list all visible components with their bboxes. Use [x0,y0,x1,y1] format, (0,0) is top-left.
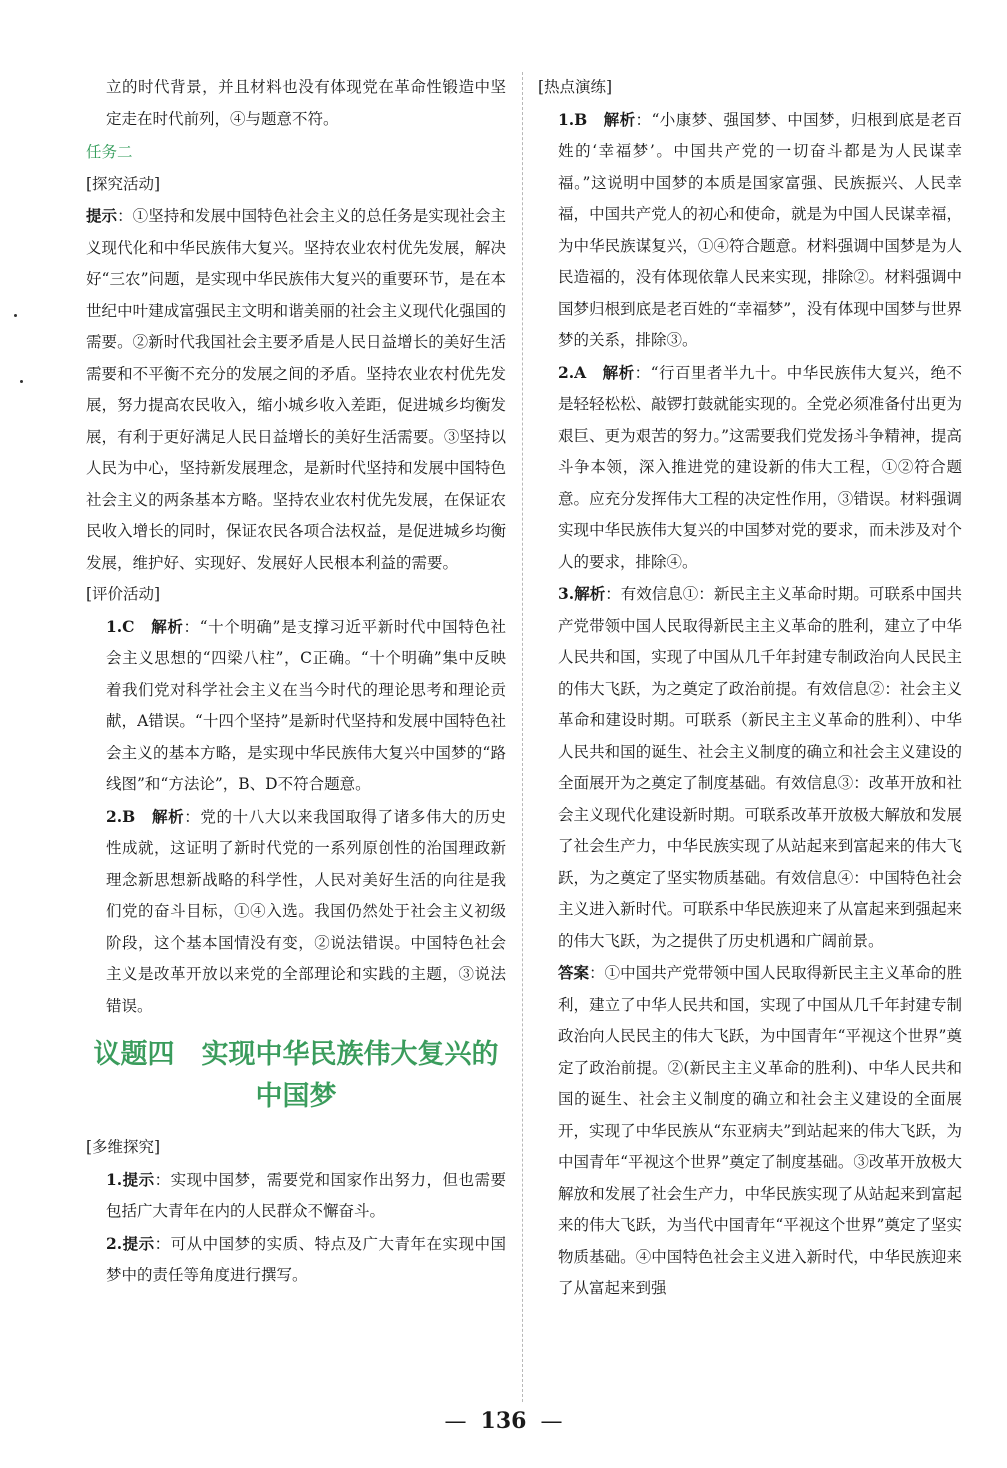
eval-item-1 [86,611,506,801]
section-header-hot: [热点演练] [538,78,613,96]
page-footer [0,1408,1007,1434]
analysis-label: 解析 [603,109,636,129]
topic-title-line-2: 中国梦 [255,1081,337,1112]
task-heading: 任务二 [86,143,133,161]
multi-item-1 [86,1164,506,1228]
hint-label: 提示 [86,206,118,225]
hint-text: ：可从中国梦的实质、特点及广大青年在实现中国梦中的责任等角度进行撰写。 [106,1234,506,1284]
topic-title-line-1: 议题四 实现中华民族伟大复兴的 [93,1039,499,1070]
item-number: 1.C [106,616,135,636]
hot-item-2 [538,357,962,579]
item-number: 1.B [558,109,588,129]
item-number: 1. [106,1169,123,1189]
item-number: 2.A [558,362,587,382]
hot-item-3 [538,578,962,957]
answer-label: 答案 [558,963,590,982]
footer-dash-left: — [444,1409,467,1434]
column-divider [522,72,523,1402]
hint-label: 提示 [122,1233,155,1253]
scan-mark [20,380,23,383]
analysis-label: 解析 [574,584,606,603]
scan-mark [14,314,17,317]
analysis-text: ：党的十八大以来我国取得了诸多伟大的历史性成就，这证明了新时代党的一系列原创性的治国理政新理念新思想新战略的科学性，人民对美好生活的向往是我们党的奋斗目标，①④入选。我国仍然处于社会主义初级阶段，这个基本国情没有变，②说法错误。中国特色社会主义是改革开放以来党的全部理论和实践的主题，③说法错误。 [106,807,506,1015]
right-column [538,72,962,1305]
multi-item-2 [86,1228,506,1292]
analysis-label: 解析 [602,362,635,382]
eval-item-2 [86,801,506,1023]
analysis-text: ：“行百里者半九十。中华民族伟大复兴，绝不是轻轻松松、敲锣打鼓就能实现的。全党必须准备付出更为艰巨、更为艰苦的努力。”这需要我们党发扬斗争精神，提高斗争本领，深入推进党的建设新的伟大工程，①②符合题意。应充分发挥伟大工程的决定性作用，③错误。材料强调实现中华民族伟大复兴的中国梦对党的要求，而未涉及对个人的要求，排除④。 [558,363,962,571]
section-header-multi: [多维探究] [86,1138,161,1156]
footer-dash-right: — [540,1409,563,1434]
answer-block [538,957,962,1305]
item-number: 2. [106,1233,123,1253]
explore-hint [86,200,506,579]
hint-text: ：实现中国梦，需要党和国家作出努力，但也需要包括广大青年在内的人民群众不懈奋斗。 [106,1170,506,1220]
analysis-text: ：“小康梦、强国梦、中国梦，归根到底是老百姓的‘幸福梦’。中国共产党的一切奋斗都是为人民谋幸福。”这说明中国梦的本质是国家富强、民族振兴、人民幸福，中国共产党人的初心和使命，就是为中国人民谋幸福，为中华民族谋复兴，①④符合题意。材料强调中国梦是为人民造福的，没有体现依靠人民来实现，排除②。材料强调中国梦归根到底是老百姓的“幸福梦”，没有体现中国梦与世界梦的关系，排除③。 [558,110,962,349]
hint-text: ：①坚持和发展中国特色社会主义的总任务是实现社会主义现代化和中华民族伟大复兴。坚持农业农村优先发展，解决好“三农”问题，是实现中华民族伟大复兴的重要环节，是在本世纪中叶建成富强民主文明和谐美丽的社会主义现代化强国的需要。②新时代我国社会主要矛盾是人民日益增长的美好生活需要和不平衡不充分的发展之间的矛盾。坚持农业农村优先发展，努力提高农民收入，缩小城乡收入差距，促进城乡均衡发展，有利于更好满足人民日益增长的美好生活需要。③坚持以人民为中心，坚持新发展理念，是新时代坚持和发展中国特色社会主义的两条基本方略。坚持农业农村优先发展，在保证农民收入增长的同时，保证农民各项合法权益，是促进城乡均衡发展，维护好、实现好、发展好人民根本利益的需要。 [86,207,506,572]
hint-label: 提示 [122,1169,155,1189]
section-header-explore: [探究活动] [86,174,161,193]
paragraph-continued: 立的时代背景，并且材料也没有体现党在革命性锻造中坚定走在时代前列，④与题意不符。 [106,78,506,128]
topic-title [86,1034,506,1118]
page-number: 136 [480,1408,527,1434]
analysis-label: 解析 [152,806,185,826]
left-column [86,72,506,1292]
section-header-eval: [评价活动] [86,585,161,603]
item-number: 2.B [106,806,136,826]
analysis-text: ：“十个明确”是支撑习近平新时代中国特色社会主义思想的“四梁八柱”，C正确。“十个明确”集中反映着我们党对科学社会主义在当今时代的理论思考和理论贡献，A错误。“十四个坚持”是新时代坚持和发展中国特色社会主义的基本方略，是实现中华民族伟大复兴中国梦的“路线图”和“方法论”，B、D不符合题意。 [106,617,506,793]
hot-item-1 [538,104,962,357]
analysis-text: ：有效信息①：新民主主义革命时期。可联系中国共产党带领中国人民取得新民主主义革命的胜利，建立了中华人民共和国，实现了中国从几千年封建专制政治向人民民主的伟大飞跃，为之奠定了政治前提。有效信息②：社会主义革命和建设时期。可联系（新民主主义革命的胜利）、中华人民共和国的诞生、社会主义制度的确立和社会主义建设的全面展开为之奠定了制度基础。有效信息③：改革开放和社会主义现代化建设新时期。可联系改革开放极大解放和发展了社会生产力，中华民族实现了从站起来到富起来的伟大飞跃，为之奠定了坚实物质基础。有效信息④：中国特色社会主义进入新时代。可联系中华民族迎来了从富起来到强起来的伟大飞跃，为之提供了历史机遇和广阔前景。 [558,585,962,950]
answer-text: ：①中国共产党带领中国人民取得新民主主义革命的胜利，建立了中华人民共和国，实现了中国从几千年封建专制政治向人民民主的伟大飞跃，为中国青年“平视这个世界”奠定了政治前提。②(新民主主义革命的胜利)、中华人民共和国的诞生、社会主义制度的确立和社会主义建设的全面展开，实现了中华民族从“东亚病夫”到站起来的伟大飞跃，为中国青年“平视这个世界”奠定了制度基础。③改革开放极大解放和发展了社会生产力，中华民族实现了从站起来到富起来的伟大飞跃，为当代中国青年“平视这个世界”奠定了坚实物质基础。④中国特色社会主义进入新时代，中华民族迎来了从富起来到强 [558,964,962,1297]
item-number: 3. [558,584,575,603]
analysis-label: 解析 [151,616,184,636]
